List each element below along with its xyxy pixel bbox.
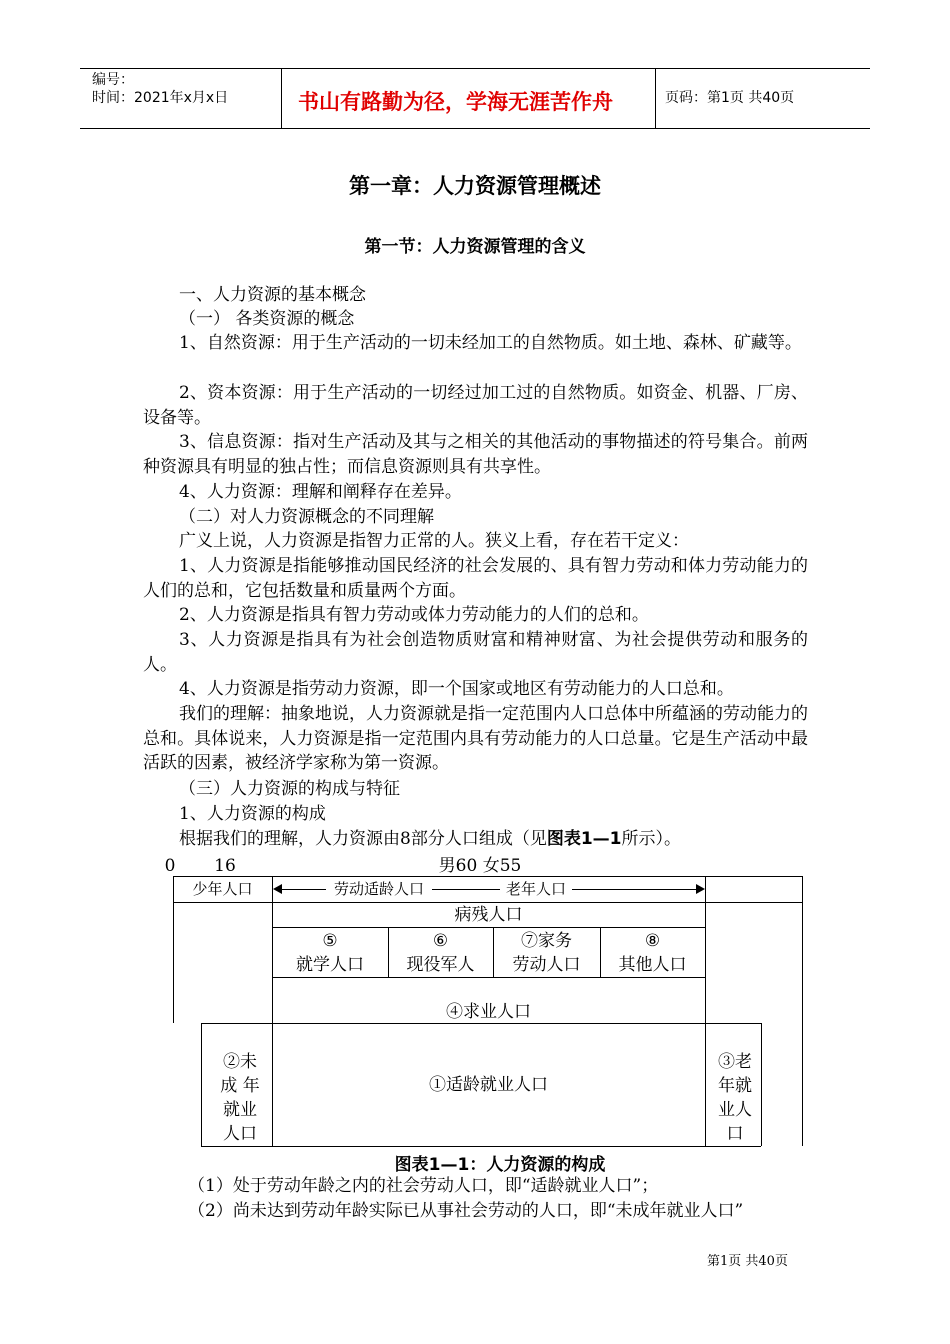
figure-caption: 图表1—1：人力资源的构成 — [394, 1155, 606, 1175]
subheading-resource-types: （一） 各类资源的概念 — [179, 309, 355, 329]
header-divider-1 — [281, 68, 282, 129]
list-item-1: （1）处于劳动年龄之内的社会劳动人口，即“适龄就业人口”； — [188, 1176, 659, 1196]
cell-5-number: ⑤ — [322, 931, 338, 951]
employed-working-age-label: ①适龄就业人口 — [429, 1075, 548, 1095]
cell-6-number: ⑥ — [432, 931, 449, 951]
cell-7-number: ⑦家务 — [521, 931, 572, 951]
paragraph-definition-2: 2、人力资源是指具有智力劳动或体力劳动能力的人们的总和。 — [179, 605, 649, 625]
elderly-employed-line-4: 口 — [726, 1124, 744, 1144]
figure-reference: 图表1—1 — [546, 829, 622, 849]
diagram-bottom-line — [201, 1146, 761, 1147]
diagram-cells-bottom-line — [272, 977, 705, 978]
arrow-right-icon — [696, 884, 705, 894]
paragraph-information-resources: 3、信息资源：指对生产活动及其与之相关的其他活动的事物描述的符号集合。前两种资源具有明显的独占性；而信息资源则具有共享性。 — [143, 432, 808, 477]
minor-employed-line-2: 成 年 — [220, 1076, 260, 1096]
minor-employed-line-4: 人口 — [223, 1124, 257, 1144]
header-top-rule — [80, 68, 870, 69]
diagram-elderly-right-edge — [761, 1023, 762, 1146]
cell-8-label: 其他人口 — [618, 955, 687, 975]
header-motto: 书山有路勤为径，学海无涯苦作舟 — [298, 90, 613, 114]
cell-8-number: ⑧ — [644, 931, 661, 951]
paragraph-natural-resources: 1、自然资源：用于生产活动的一切未经加工的自然物质。如土地、森林、矿藏等。 — [179, 333, 802, 353]
doc-time-label: 时间：2021年x月x日 — [92, 90, 229, 106]
section-title: 第一节：人力资源管理的含义 — [364, 237, 586, 257]
subheading-composition: （三）人力资源的构成与特征 — [179, 779, 400, 799]
disabled-population-label: 病残人口 — [454, 905, 523, 925]
working-age-population-label: 劳动适龄人口 — [326, 879, 432, 899]
paragraph-composition-intro — [143, 827, 808, 852]
subheading-different-understandings: （二）对人力资源概念的不同理解 — [179, 507, 434, 527]
paragraph-definition-3: 3、人力资源是指具有为社会创造物质财富和精神财富、为社会提供劳动和服务的人。 — [143, 630, 808, 675]
paragraph-broad-narrow: 广义上说，人力资源是指智力正常的人。狭义上看，存在若干定义： — [179, 531, 689, 551]
paragraph-composition-heading: 1、人力资源的构成 — [179, 804, 326, 824]
diagram-right-edge — [802, 876, 803, 1146]
paragraph-capital-resources: 2、资本资源：用于生产活动的一切经过加工过的自然物质。如资金、机器、厂房、设备等。 — [143, 383, 808, 428]
diagram-minor-left-edge — [201, 1023, 202, 1146]
intro-text-pre: 根据我们的理解，人力资源由8部分人口组成（见 — [179, 829, 547, 849]
header-divider-2 — [655, 68, 656, 129]
paragraph-definition-4: 4、人力资源是指劳动力资源，即一个国家或地区有劳动能力的人口总和。 — [179, 679, 734, 699]
elderly-employed-line-2: 年就 — [718, 1076, 752, 1096]
header-bottom-rule — [80, 128, 870, 129]
diagram-line-60 — [705, 876, 706, 1146]
paragraph-definition-1: 1、人力资源是指能够推动国民经济的社会发展的、具有智力劳动和体力劳动能力的人们的总和，它包括数量和质量两个方面。 — [143, 556, 808, 601]
page-footer: 第1页 共40页 — [707, 1254, 788, 1269]
minor-employed-line-3: 就业 — [223, 1100, 257, 1120]
chapter-title: 第一章：人力资源管理概述 — [349, 174, 601, 198]
heading-basic-concepts: 一、人力资源的基本概念 — [179, 285, 366, 305]
diagram-disabled-line — [272, 927, 705, 928]
list-item-2: （2）尚未达到劳动年龄实际已从事社会劳动的人口，即“未成年就业人口” — [188, 1201, 744, 1221]
arrow-left-icon — [273, 884, 282, 894]
intro-text-post: 所示）。 — [621, 829, 681, 849]
cell-6-label: 现役军人 — [406, 955, 475, 975]
jobseekers-label: ④求业人口 — [446, 1002, 531, 1022]
cell-5-label: 就学人口 — [296, 955, 364, 975]
paragraph-our-understanding: 我们的理解：抽象地说，人力资源就是指一定范围内人口总体中所蕴涵的劳动能力的总和。具体说来，人力资源是指一定范围内具有劳动能力的人口总量。它是生产活动中最活跃的因素，被经济学家称为第一资源。 — [143, 704, 808, 773]
minor-employed-line-1: ②未 — [223, 1052, 257, 1072]
cell-7-label: 劳动人口 — [512, 955, 581, 975]
age-tick-60-55: 男60 女55 — [438, 856, 522, 876]
age-tick-16: 16 — [214, 856, 236, 876]
elderly-employed-line-3: 业人 — [718, 1100, 752, 1120]
elderly-population-label: 老年人口 — [500, 879, 572, 899]
age-tick-0: 0 — [164, 856, 176, 876]
doc-number-label: 编号： — [92, 72, 134, 88]
elderly-employed-line-1: ③老 — [718, 1052, 752, 1072]
paragraph-human-resources: 4、人力资源：理解和阐释存在差异。 — [179, 482, 462, 502]
header-page-label: 页码：第1页 共40页 — [665, 90, 795, 106]
diagram-left-edge — [173, 876, 174, 1023]
youth-population-label: 少年人口 — [192, 880, 253, 898]
